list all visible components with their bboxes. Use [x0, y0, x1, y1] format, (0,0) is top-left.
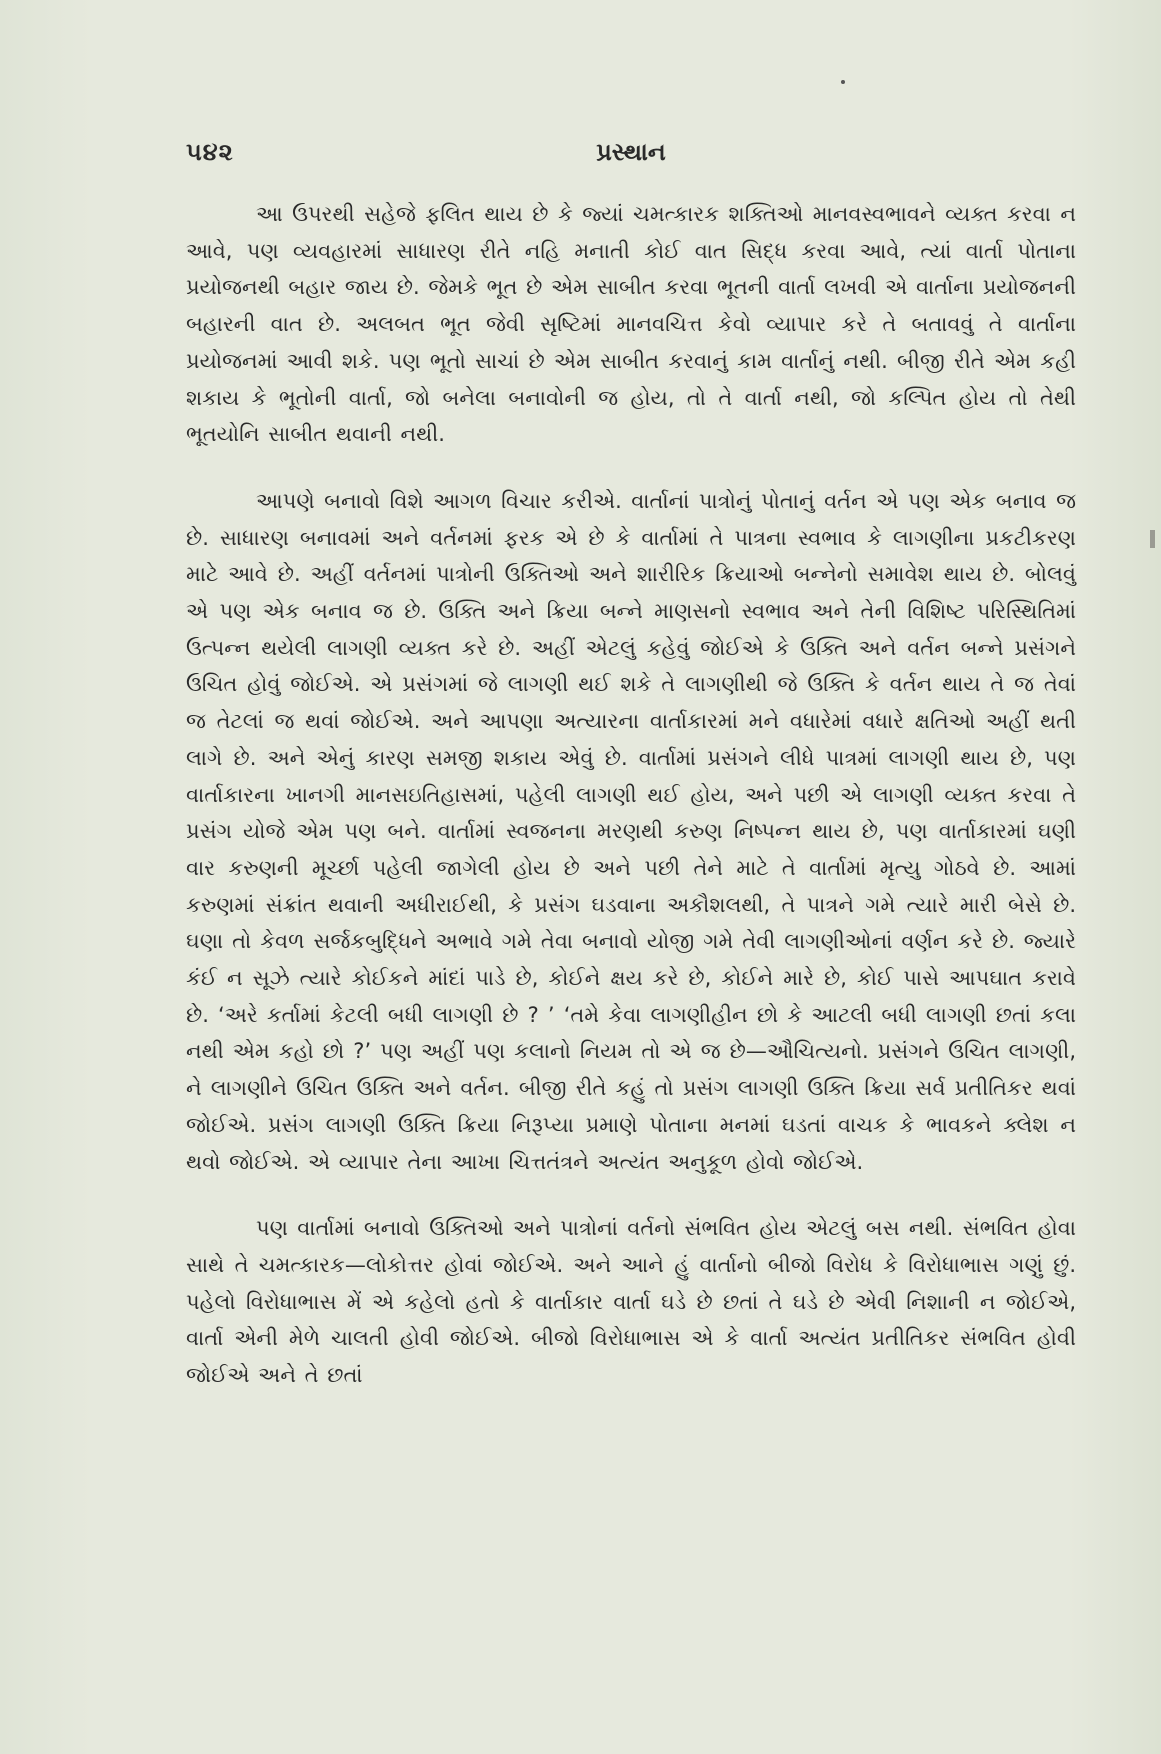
ink-speck	[841, 80, 845, 84]
running-title: પ્રસ્થાન	[596, 138, 666, 166]
paragraph-2: આપણે બનાવો વિશે આગળ વિચાર કરીએ. વાર્તાનાં પાત્રોનું પોતાનું વર્તન એ પણ એક બનાવ જ છે. સાધારણ બનાવમાં અને વર્તનમાં ફરક એ છે કે વાર્તામાં તે પાત્રના સ્વભાવ કે લાગણીના પ્રકટીકરણ માટે આવે છે. અહીં વર્તનમાં પાત્રોની ઉક્તિઓ અને શારીરિક ક્રિયાઓ બન્નેનો સમાવેશ થાય છે. બોલવું એ પણ એક બનાવ જ છે. ઉક્તિ અને ક્રિયા બન્ને માણસનો સ્વભાવ અને તેની વિશિષ્ટ પરિસ્થિતિમાં ઉત્પન્ન થયેલી લાગણી વ્યક્ત કરે છે. અહીં એટલું કહેવું જોઈએ કે ઉક્તિ અને વર્તન બન્ને પ્રસંગને ઉચિત હોવું જોઈએ. એ પ્રસંગમાં જે લાગણી થઈ શકે તે લાગણીથી જે ઉક્તિ કે વર્તન થાય તે જ તેવાં જ તેટલાં જ થવાં જોઈએ. અને આપણા અત્યારના વાર્તાકારમાં મને વધારેમાં વધારે ક્ષતિઓ અહીં થતી લાગે છે. અને એનું કારણ સમજી શકાય એવું છે. વાર્તામાં પ્રસંગને લીધે પાત્રમાં લાગણી થાય છે, પણ વાર્તાકારના ખાનગી માનસઇતિહાસમાં, પહેલી લાગણી થઈ હોય, અને પછી એ લાગણી વ્યક્ત કરવા તે પ્રસંગ યોજે એમ પણ બને. વાર્તામાં સ્વજનના મરણથી કરુણ નિષ્પન્ન થાય છે, પણ વાર્તાકારમાં ઘણી વાર કરુણની મૂર્ચ્છા પહેલી જાગેલી હોય છે અને પછી તેને માટે તે વાર્તામાં મૃત્યુ ગોઠવે છે. આમાં કરુણમાં સંક્રાંત થવાની અધીરાઈથી, કે પ્રસંગ ઘડવાના અકૌશલથી, તે પાત્રને ગમે ત્યારે મારી બેસે છે. ઘણા તો કેવળ સર્જકબુદ્ધિને અભાવે ગમે તેવા બનાવો યોજી ગમે તેવી લાગણીઓનાં વર્ણન કરે છે. જ્યારે કંઈ ન સૂઝે ત્યારે કોઈકને માંદાં પાડે છે, કોઈને ક્ષય કરે છે, કોઈને મારે છે, કોઈ પાસે આપઘાત કરાવે છે. ‘અરે કર્તામાં કેટલી બધી લાગણી છે ? ’ ‘તમે કેવા લાગણીહીન છો કે આટલી બધી લાગણી છતાં કલા નથી એમ કહો છો ?’ પણ અહીં પણ કલાનો નિયમ તો એ જ છે—ઔચિત્યનો. પ્રસંગને ઉચિત લાગણી, ને લાગણીને ઉચિત ઉક્તિ અને વર્તન. બીજી રીતે કહું તો પ્રસંગ લાગણી ઉક્તિ ક્રિયા સર્વ પ્રતીતિકર થવાં જોઈએ. પ્રસંગ લાગણી ઉક્તિ ક્રિયા નિરૂપ્યા પ્રમાણે પોતાના મનમાં ઘડતાં વાચક કે ભાવકને ક્લેશ ન થવો જોઈએ. એ વ્યાપાર તેના આખા ચિત્તતંત્રને અત્યંત અનુકૂળ હોવો જોઈએ.	[186, 488, 1076, 1174]
page-header	[186, 138, 1076, 178]
paragraph-1: આ ઉપરથી સહેજે ફલિત થાય છે કે જ્યાં ચમત્કારક શક્તિઓ માનવસ્વભાવને વ્યક્ત કરવા ન આવે, પણ વ્યવહારમાં સાધારણ રીતે નહિ મનાતી કોઈ વાત સિદ્ધ કરવા આવે, ત્યાં વાર્તા પોતાના પ્રયોજનથી બહાર જાય છે. જેમકે ભૂત છે એમ સાબીત કરવા ભૂતની વાર્તા લખવી એ વાર્તાના પ્રયોજનની બહારની વાત છે. અલબત ભૂત જેવી સૃષ્ટિમાં માનવચિત્ત કેવો વ્યાપાર કરે તે બતાવવું તે વાર્તાના પ્રયોજનમાં આવી શકે. પણ ભૂતો સાચાં છે એમ સાબીત કરવાનું કામ વાર્તાનું નથી. બીજી રીતે એમ કહી શકાય કે ભૂતોની વાર્તા, જો બનેલા બનાવોની જ હોય, તો તે વાર્તા નથી, જો કલ્પિત હોય તો તેથી ભૂતયોનિ સાબીત થવાની નથી.	[186, 202, 1076, 447]
paragraph-3: પણ વાર્તામાં બનાવો ઉક્તિઓ અને પાત્રોનાં વર્તનો સંભવિત હોય એટલું બસ નથી. સંભવિત હોવા સાથે તે ચમત્કારક—લોકોત્તર હોવાં જોઈએ. અને આને હું વાર્તાનો બીજો વિરોધ કે વિરોધાભાસ ગણું છું. પહેલો વિરોધાભાસ મેં એ કહેલો હતો કે વાર્તાકાર વાર્તા ઘડે છે છતાં તે ઘડે છે એવી નિશાની ન જોઈએ, વાર્તા એની મેળે ચાલતી હોવી જોઈએ. બીજો વિરોધાભાસ એ કે વાર્તા અત્યંત પ્રતીતિકર સંભવિત હોવી જોઈએ અને તે છતાં	[186, 1216, 1076, 1388]
page-number: ૫૪૨	[186, 138, 234, 166]
page-edge-mark	[1150, 530, 1155, 548]
body-text	[186, 196, 1076, 1424]
